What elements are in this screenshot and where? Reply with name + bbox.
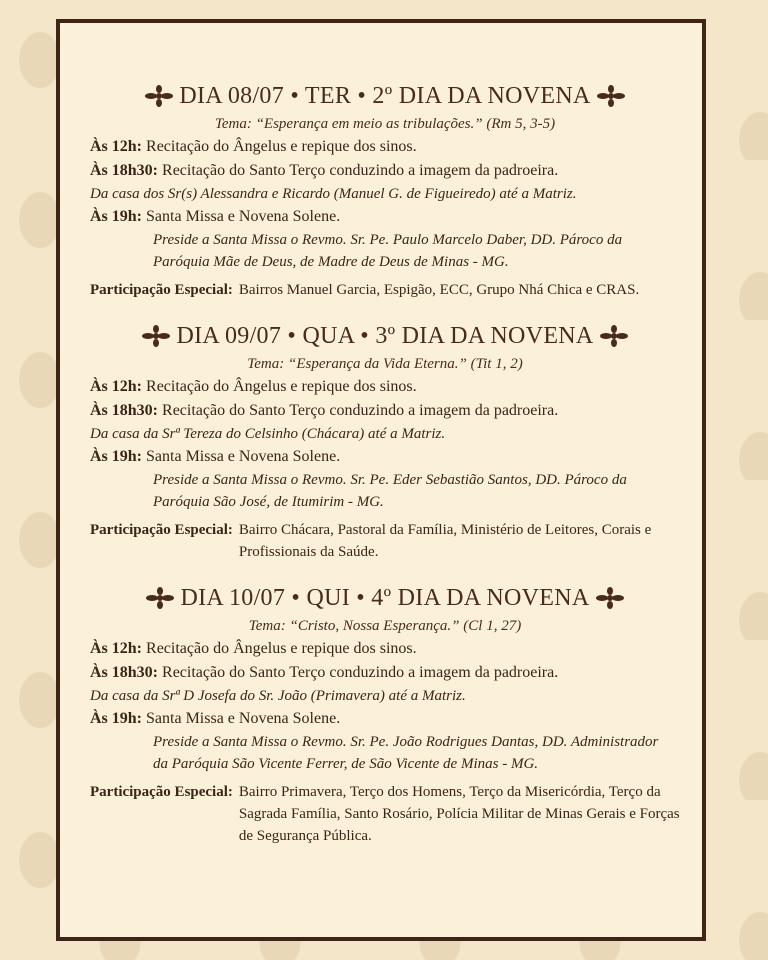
schedule-line [90,707,680,731]
participation-text: Bairros Manuel Garcia, Espigão, ECC, Grupo Nhá Chica e CRAS. [238,282,640,298]
procession-route: Da casa dos Sr(s) Alessandra e Ricardo (Manuel G. de Figueiredo) até a Matriz. [90,186,577,202]
day-section [90,319,680,563]
flourish-icon [139,325,173,347]
novena-schedule [90,79,680,865]
participation-text: Bairro Chácara, Pastoral da Família, Ministério de Leitores, Corais e Profissionais da Saúde. [238,522,652,560]
schedule-line [90,159,680,183]
schedule-line [90,445,680,469]
schedule-time: Às 19h: [90,208,143,225]
schedule-time: Às 18h30: [90,162,159,179]
presiding-priest: Preside a Santa Missa o Revmo. Sr. Pe. Paulo Marcelo Daber, DD. Pároco da Paróquia Mãe de Deus, de Madre de Deus de Minas - MG. [153,232,623,270]
schedule-line [90,375,680,399]
schedule-time: Às 19h: [90,448,143,465]
schedule-time: Às 12h: [90,640,143,657]
schedule-text: Recitação do Santo Terço conduzindo a imagem da padroeira. [158,664,559,681]
special-participation [90,781,680,847]
flourish-icon [142,85,176,107]
flourish-icon [594,85,628,107]
schedule-time: Às 19h: [90,710,143,727]
schedule-text: Santa Missa e Novena Solene. [142,448,341,465]
day-heading [90,319,680,353]
procession-route: Da casa da Srª Tereza do Celsinho (Chácara) até a Matriz. [90,426,446,442]
day-theme: Tema: “Cristo, Nossa Esperança.” (Cl 1, 27) [248,618,522,634]
schedule-text: Santa Missa e Novena Solene. [142,710,341,727]
procession-route: Da casa da Srª D Josefa do Sr. João (Primavera) até a Matriz. [90,688,466,704]
schedule-text: Recitação do Santo Terço conduzindo a imagem da padroeira. [158,162,559,179]
participation-text: Bairro Primavera, Terço dos Homens, Terço da Misericórdia, Terço da Sagrada Família, Santo Rosário, Polícia Militar de Minas Gerais e Forças de Segurança Pública. [238,784,680,844]
day-heading-text: DIA 08/07 • TER • 2º DIA DA NOVENA [179,83,591,109]
special-participation [90,279,680,301]
presiding-priest: Preside a Santa Missa o Revmo. Sr. Pe. Eder Sebastião Santos, DD. Pároco da Paróquia São José, de Itumirim - MG. [153,472,627,510]
flourish-icon [597,325,631,347]
schedule-text: Recitação do Ângelus e repique dos sinos. [142,138,417,155]
day-theme: Tema: “Esperança da Vida Eterna.” (Tit 1, 2) [247,356,523,372]
participation-label: Participação Especial: [90,784,233,800]
participation-label: Participação Especial: [90,282,233,298]
schedule-line [90,399,680,423]
schedule-text: Recitação do Ângelus e repique dos sinos. [142,378,417,395]
schedule-time: Às 18h30: [90,402,159,419]
schedule-time: Às 18h30: [90,664,159,681]
day-heading-text: DIA 10/07 • QUI • 4º DIA DA NOVENA [180,585,590,611]
day-heading [90,79,680,113]
schedule-text: Recitação do Santo Terço conduzindo a imagem da padroeira. [158,402,559,419]
page-frame [56,19,706,941]
day-heading-text: DIA 09/07 • QUA • 3º DIA DA NOVENA [176,323,594,349]
schedule-text: Santa Missa e Novena Solene. [142,208,341,225]
schedule-line [90,135,680,159]
schedule-text: Recitação do Ângelus e repique dos sinos. [142,640,417,657]
day-theme: Tema: “Esperança em meio as tribulações.” (Rm 5, 3-5) [214,116,556,132]
participation-label: Participação Especial: [90,522,233,538]
schedule-line [90,637,680,661]
special-participation [90,519,680,563]
day-heading [90,581,680,615]
day-section [90,79,680,301]
schedule-time: Às 12h: [90,138,143,155]
schedule-line [90,205,680,229]
schedule-time: Às 12h: [90,378,143,395]
day-section [90,581,680,847]
presiding-priest: Preside a Santa Missa o Revmo. Sr. Pe. João Rodrigues Dantas, DD. Administrador da Paróquia São Vicente Ferrer, de São Vicente de Minas - MG. [153,734,659,772]
schedule-line [90,661,680,685]
flourish-icon [143,587,177,609]
flourish-icon [593,587,627,609]
